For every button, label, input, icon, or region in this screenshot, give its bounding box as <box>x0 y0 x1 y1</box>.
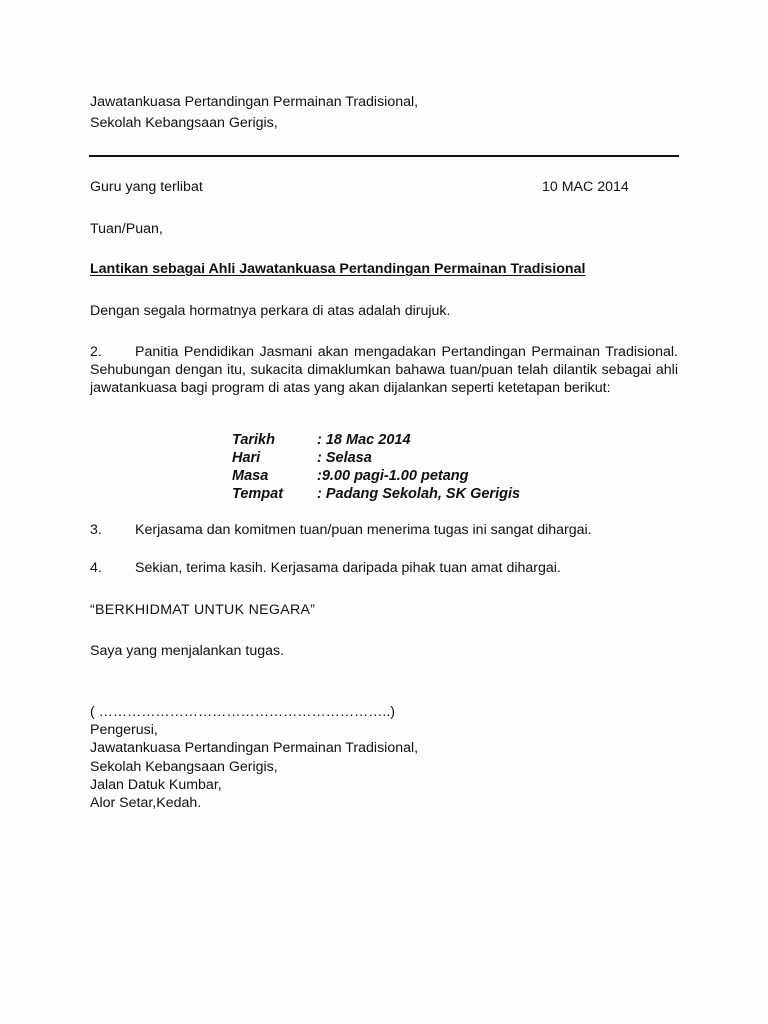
detail-value: : Padang Sekolah, SK Gerigis <box>317 486 521 502</box>
address-line-2: Alor Setar,Kedah. <box>90 794 202 811</box>
paragraph-4-number: 4. <box>90 560 102 576</box>
opening-sentence: Dengan segala hormatnya perkara di atas adalah dirujuk. <box>90 303 451 319</box>
detail-row-venue <box>232 485 520 503</box>
signature-placeholder: ( ……………………………………………………..) <box>90 704 396 720</box>
detail-label: Tempat <box>232 486 284 502</box>
detail-row-date <box>232 431 520 449</box>
detail-value: :9.00 pagi-1.00 petang <box>317 468 469 484</box>
letter-date: 10 MAC 2014 <box>542 179 629 195</box>
signatory-title: Pengerusi, <box>90 722 158 739</box>
paragraph-4 <box>90 559 561 577</box>
paragraph-2-text: Panitia Pendidikan Jasmani akan mengadakan Pertandingan Permainan Tradisional. Sehubungan dengan itu, sukacita dimaklumkan bahawa tuan/puan telah dilantik sebagai ahli jawatankuasa bagi program di atas yang akan dijalankan seperti ketetapan berikut: <box>90 344 678 396</box>
detail-label: Hari <box>232 450 261 466</box>
paragraph-4-text: Sekian, terima kasih. Kerjasama daripada pihak tuan amat dihargai. <box>135 560 561 576</box>
paragraph-2-number: 2. <box>90 344 102 360</box>
address-line-1: Jalan Datuk Kumbar, <box>90 776 222 793</box>
detail-row-time <box>232 467 520 485</box>
letter-subject: Lantikan sebagai Ahli Jawatankuasa Pertandingan Permainan Tradisional <box>90 261 586 277</box>
signature-block <box>90 703 418 812</box>
event-details <box>232 431 520 503</box>
salutation: Tuan/Puan, <box>90 221 163 237</box>
detail-value: : 18 Mac 2014 <box>317 432 411 448</box>
motto: “BERKHIDMAT UNTUK NEGARA” <box>90 602 316 618</box>
header-divider <box>89 155 679 157</box>
paragraph-3-number: 3. <box>90 522 102 538</box>
signatory-org: Jawatankuasa Pertandingan Permainan Tradisional, <box>90 740 419 757</box>
detail-row-day <box>232 449 520 467</box>
paragraph-3-text: Kerjasama dan komitmen tuan/puan menerima tugas ini sangat dihargai. <box>135 522 592 538</box>
detail-label: Tarikh <box>232 432 275 448</box>
closing-line: Saya yang menjalankan tugas. <box>90 643 285 659</box>
paragraph-2 <box>90 343 678 397</box>
detail-label: Masa <box>232 468 269 484</box>
header-school-name: Sekolah Kebangsaan Gerigis, <box>90 115 278 131</box>
header-org-name: Jawatankuasa Pertandingan Permainan Tradisional, <box>90 94 419 110</box>
recipient: Guru yang terlibat <box>90 179 203 195</box>
signatory-school: Sekolah Kebangsaan Gerigis, <box>90 758 278 775</box>
detail-value: : Selasa <box>317 450 372 466</box>
paragraph-3 <box>90 521 592 539</box>
